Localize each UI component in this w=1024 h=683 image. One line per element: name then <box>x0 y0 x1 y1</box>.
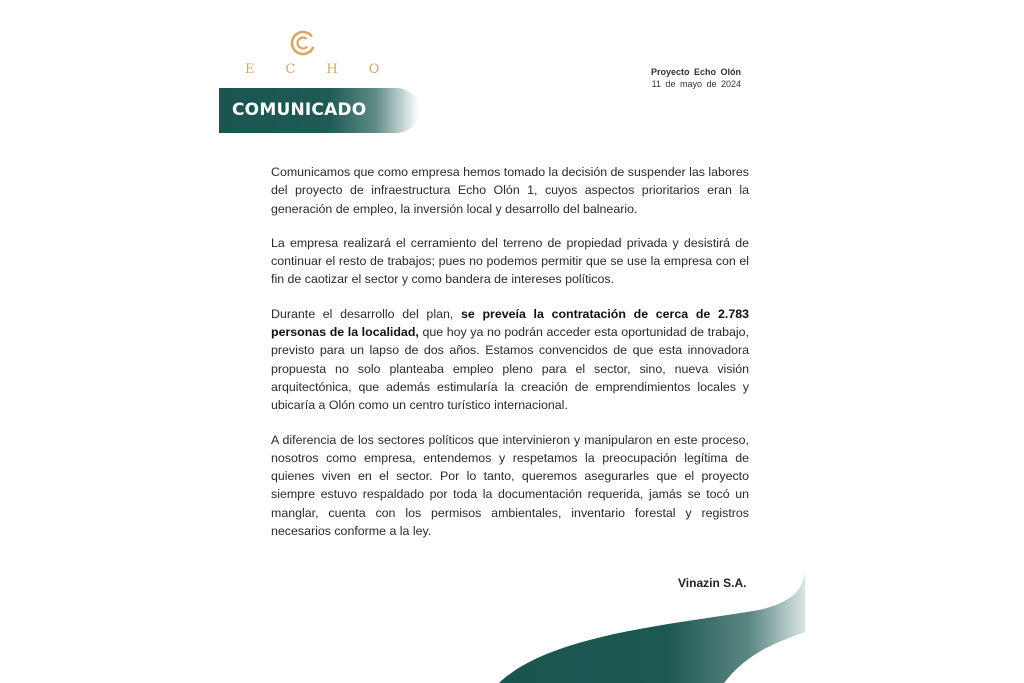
decorative-wave <box>219 0 805 683</box>
document-page <box>219 0 805 683</box>
signature: Vinazin S.A. <box>678 576 747 590</box>
paragraph-4: A diferencia de los sectores políticos que intervinieron y manipularon en este proceso, nosotros como empresa, entendemos y respetamos la preocupación legítima de quienes viven en el sector. Por lo tanto, queremos asegurarles que el proyecto siempre estuvo respaldado por toda la documentación requerida, jamás se tocó un manglar, cuenta con los permisos ambientales, inventario forestal y registros necesarios conforme a la ley. <box>271 432 749 539</box>
banner-title: COMUNICADO <box>232 100 367 120</box>
document-date: 11 de mayo de 2024 <box>651 79 741 89</box>
paragraph-1: Comunicamos que como empresa hemos tomado la decisión de suspender las labores del proyecto de infraestructura Echo Olón 1, cuyos aspectos prioritarios eran la generación de empleo, la inversión local y desarrollo del balneario. <box>271 165 749 216</box>
paragraph-3-start: Durante el desarrollo del plan, <box>271 306 461 321</box>
project-title: Proyecto Echo Olón <box>650 67 741 77</box>
paragraph-2: La empresa realizará el cerramiento del terreno de propiedad privada y desistirá de continuar el resto de trabajos; pues no podemos permitir que se use la empresa con el fin de caotizar el sector y como bandera de intereses políticos. <box>271 235 749 287</box>
brand-wordmark: ECHO <box>245 62 411 77</box>
paragraph-3-end: que hoy ya no podrán acceder esta oportunidad de trabajo, previsto para un lapso de dos años. Estamos convencidos de que esta innovadora propuesta no solo planteaba empleo pleno para el sector, sino, nueva visión arquitectónica, que además estimularía la creación de emprendimientos locales y ubicaría a Olón como un centro turístico internacional. <box>271 325 749 413</box>
paragraph-3-highlight: se preveía la contratación de cerca de 2.783 personas de la localidad, <box>271 306 750 340</box>
